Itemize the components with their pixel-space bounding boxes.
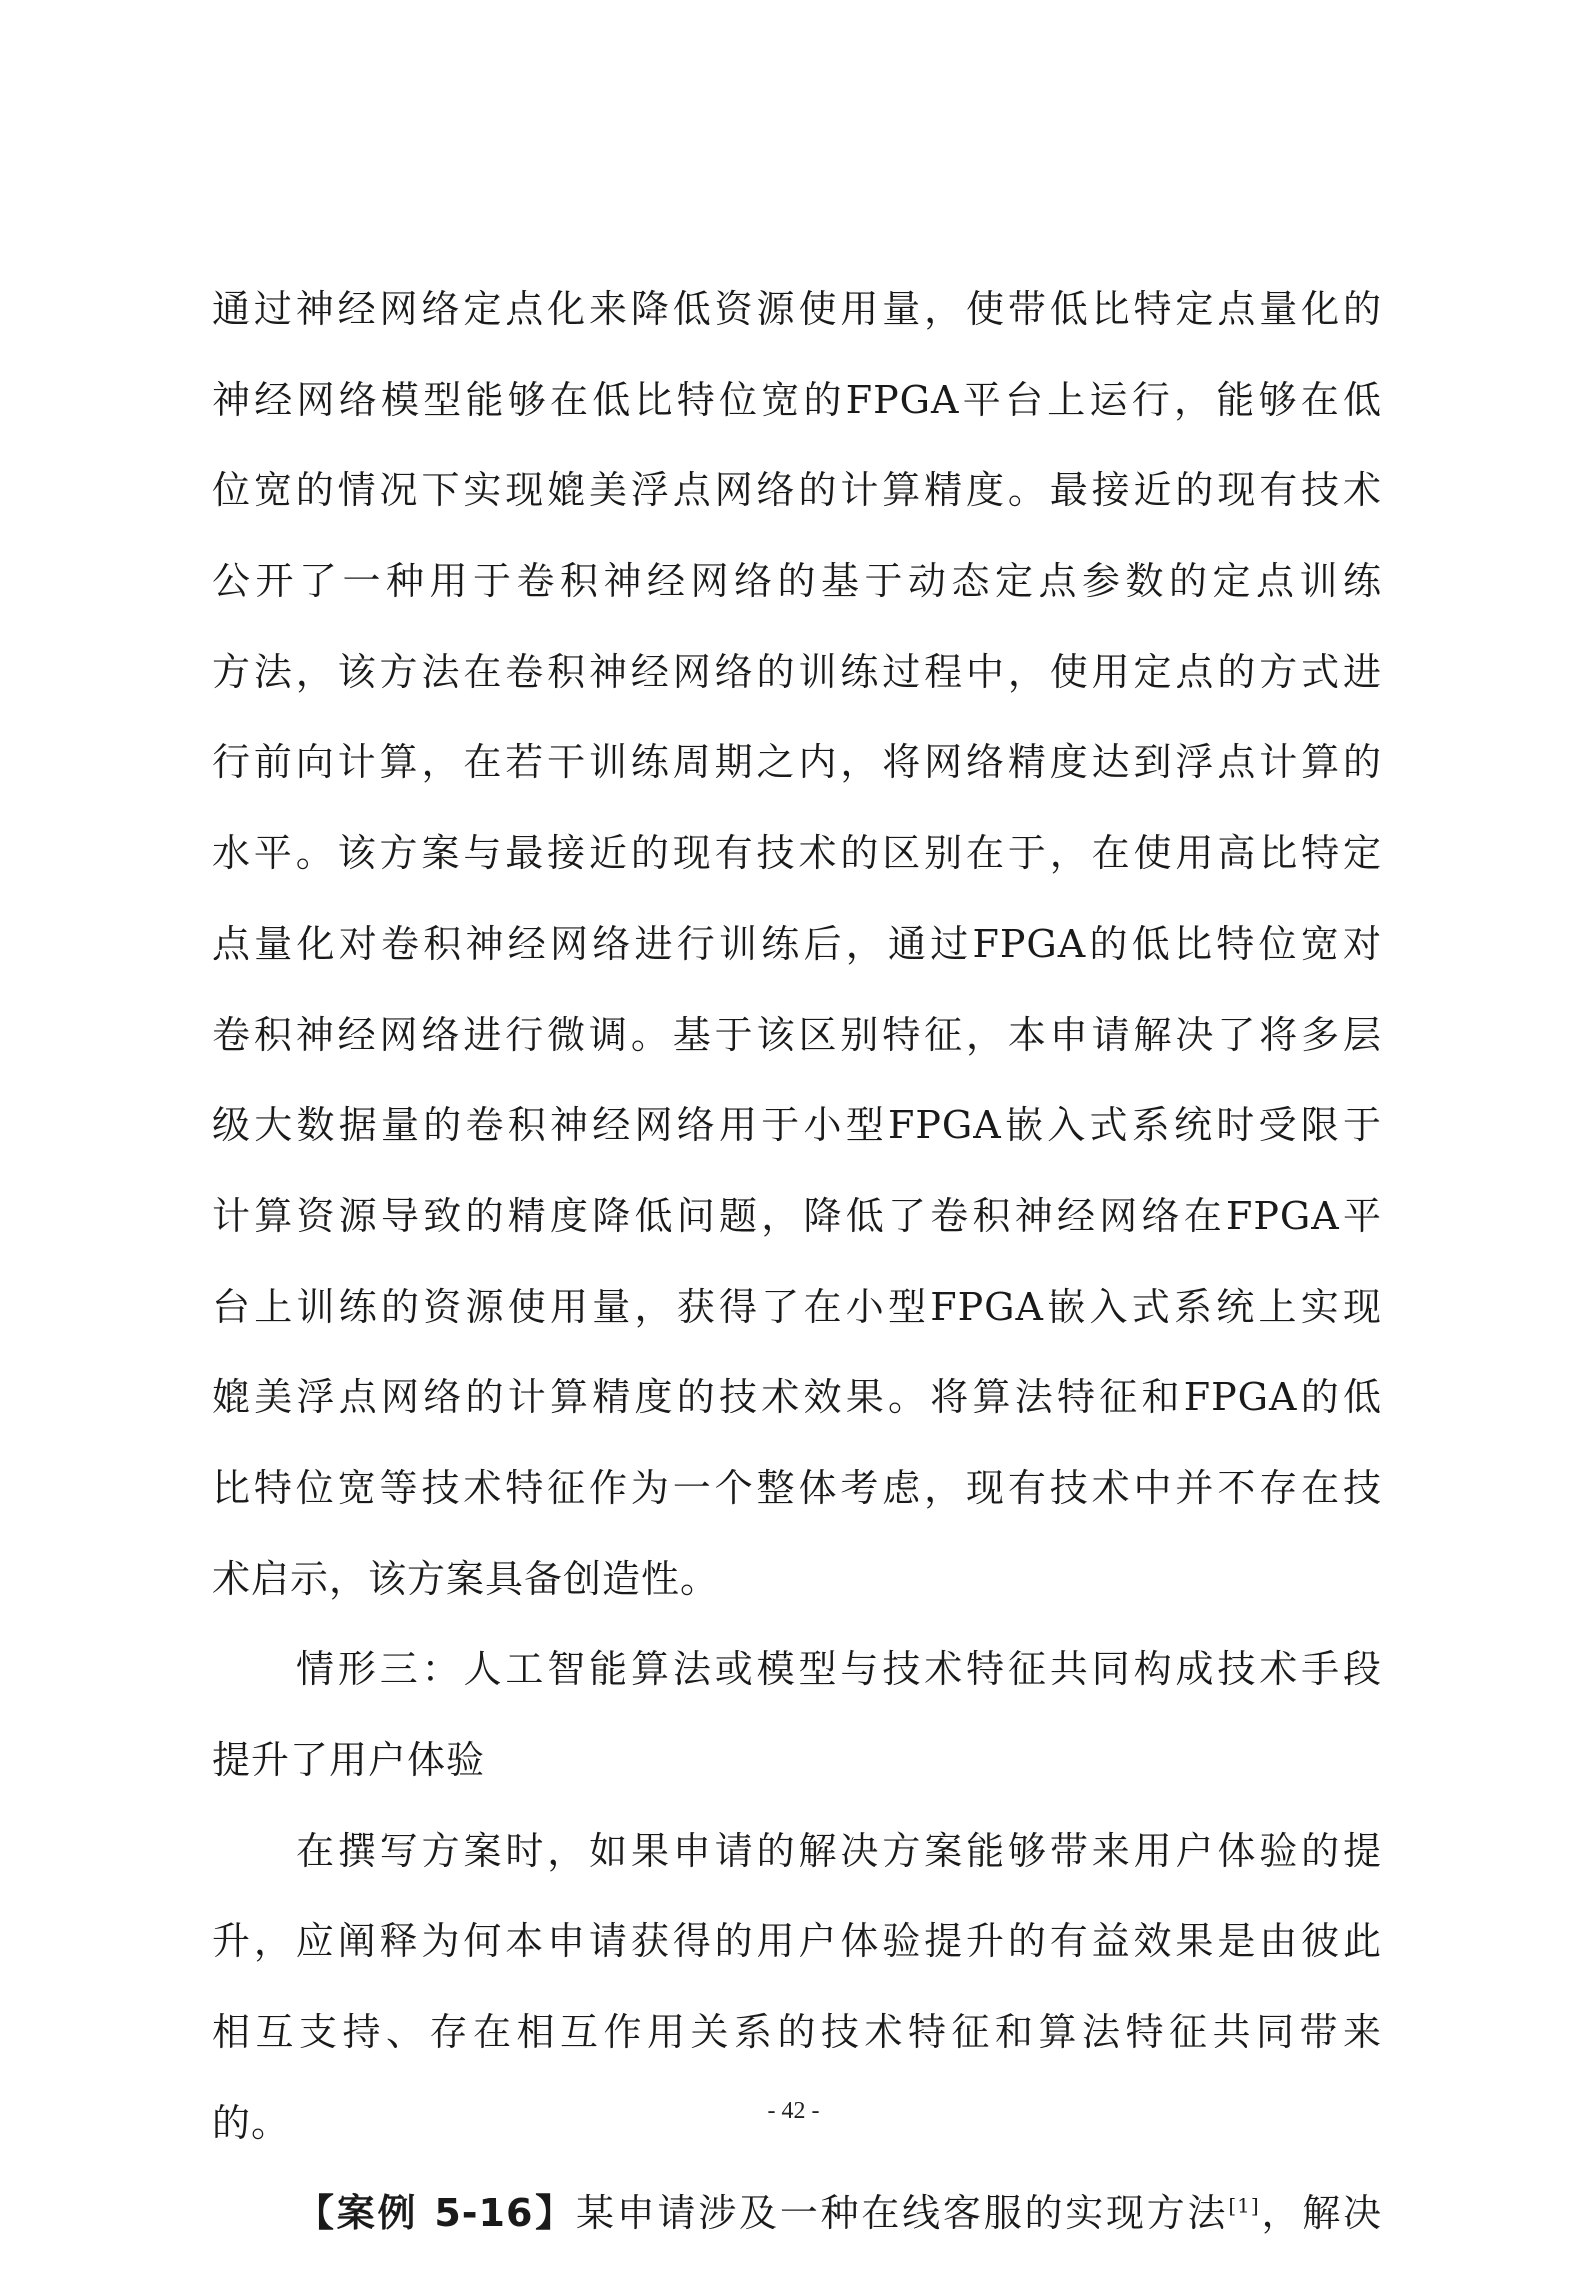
body-line: 方法，该方法在卷积神经网络的训练过程中，使用定点的方式进 [212,649,1382,694]
body-line: 相互支持、存在相互作用关系的技术特征和算法特征共同带来 [212,2010,1382,2055]
body-line: 升，应阐释为何本申请获得的用户体验提升的有益效果是由彼此 [212,1919,1382,1964]
section-heading-line: 情形三：人工智能算法或模型与技术特征共同构成技术手段 [296,1647,1382,1692]
case-text: 某申请涉及一种在线客服的实现方法 [575,2191,1229,2236]
case-text-tail: ，解决 [1259,2191,1382,2236]
body-line: 级大数据量的卷积神经网络用于小型FPGA嵌入式系统时受限于 [212,1103,1382,1148]
case-label: 【案例 5-16】 [296,2191,576,2236]
case-line [212,2186,1382,2240]
body-line: 卷积神经网络进行微调。基于该区别特征，本申请解决了将多层 [212,1012,1382,1057]
body-line: 比特位宽等技术特征作为一个整体考虑，现有技术中并不存在技 [212,1465,1382,1510]
text-column [212,282,1382,2277]
body-line: 水平。该方案与最接近的现有技术的区别在于，在使用高比特定 [212,831,1382,876]
body-line: 的。 [212,2100,291,2145]
body-line: 公开了一种用于卷积神经网络的基于动态定点参数的定点训练 [212,559,1382,604]
body-line: 媲美浮点网络的计算精度的技术效果。将算法特征和FPGA的低 [212,1375,1382,1420]
reference-marker[interactable]: [1] [1228,2193,1260,2218]
section-heading-line: 提升了用户体验 [212,1738,486,1782]
body-line: 计算资源导致的精度降低问题，降低了卷积神经网络在FPGA平 [212,1193,1382,1238]
body-line: 台上训练的资源使用量，获得了在小型FPGA嵌入式系统上实现 [212,1284,1382,1329]
body-line: 点量化对卷积神经网络进行训练后，通过FPGA的低比特位宽对 [212,921,1382,966]
body-line: 行前向计算，在若干训练周期之内，将网络精度达到浮点计算的 [212,740,1382,785]
body-line: 神经网络模型能够在低比特位宽的FPGA平台上运行，能够在低 [212,377,1382,422]
page-number: - 42 - [767,2098,820,2124]
body-line: 通过神经网络定点化来降低资源使用量，使带低比特定点量化的 [212,287,1382,331]
body-line: 术启示，该方案具备创造性。 [212,1556,720,1601]
body-line: 位宽的情况下实现媲美浮点网络的计算精度。最接近的现有技术 [212,468,1382,513]
body-line: 在撰写方案时，如果申请的解决方案能够带来用户体验的提 [296,1828,1382,1873]
